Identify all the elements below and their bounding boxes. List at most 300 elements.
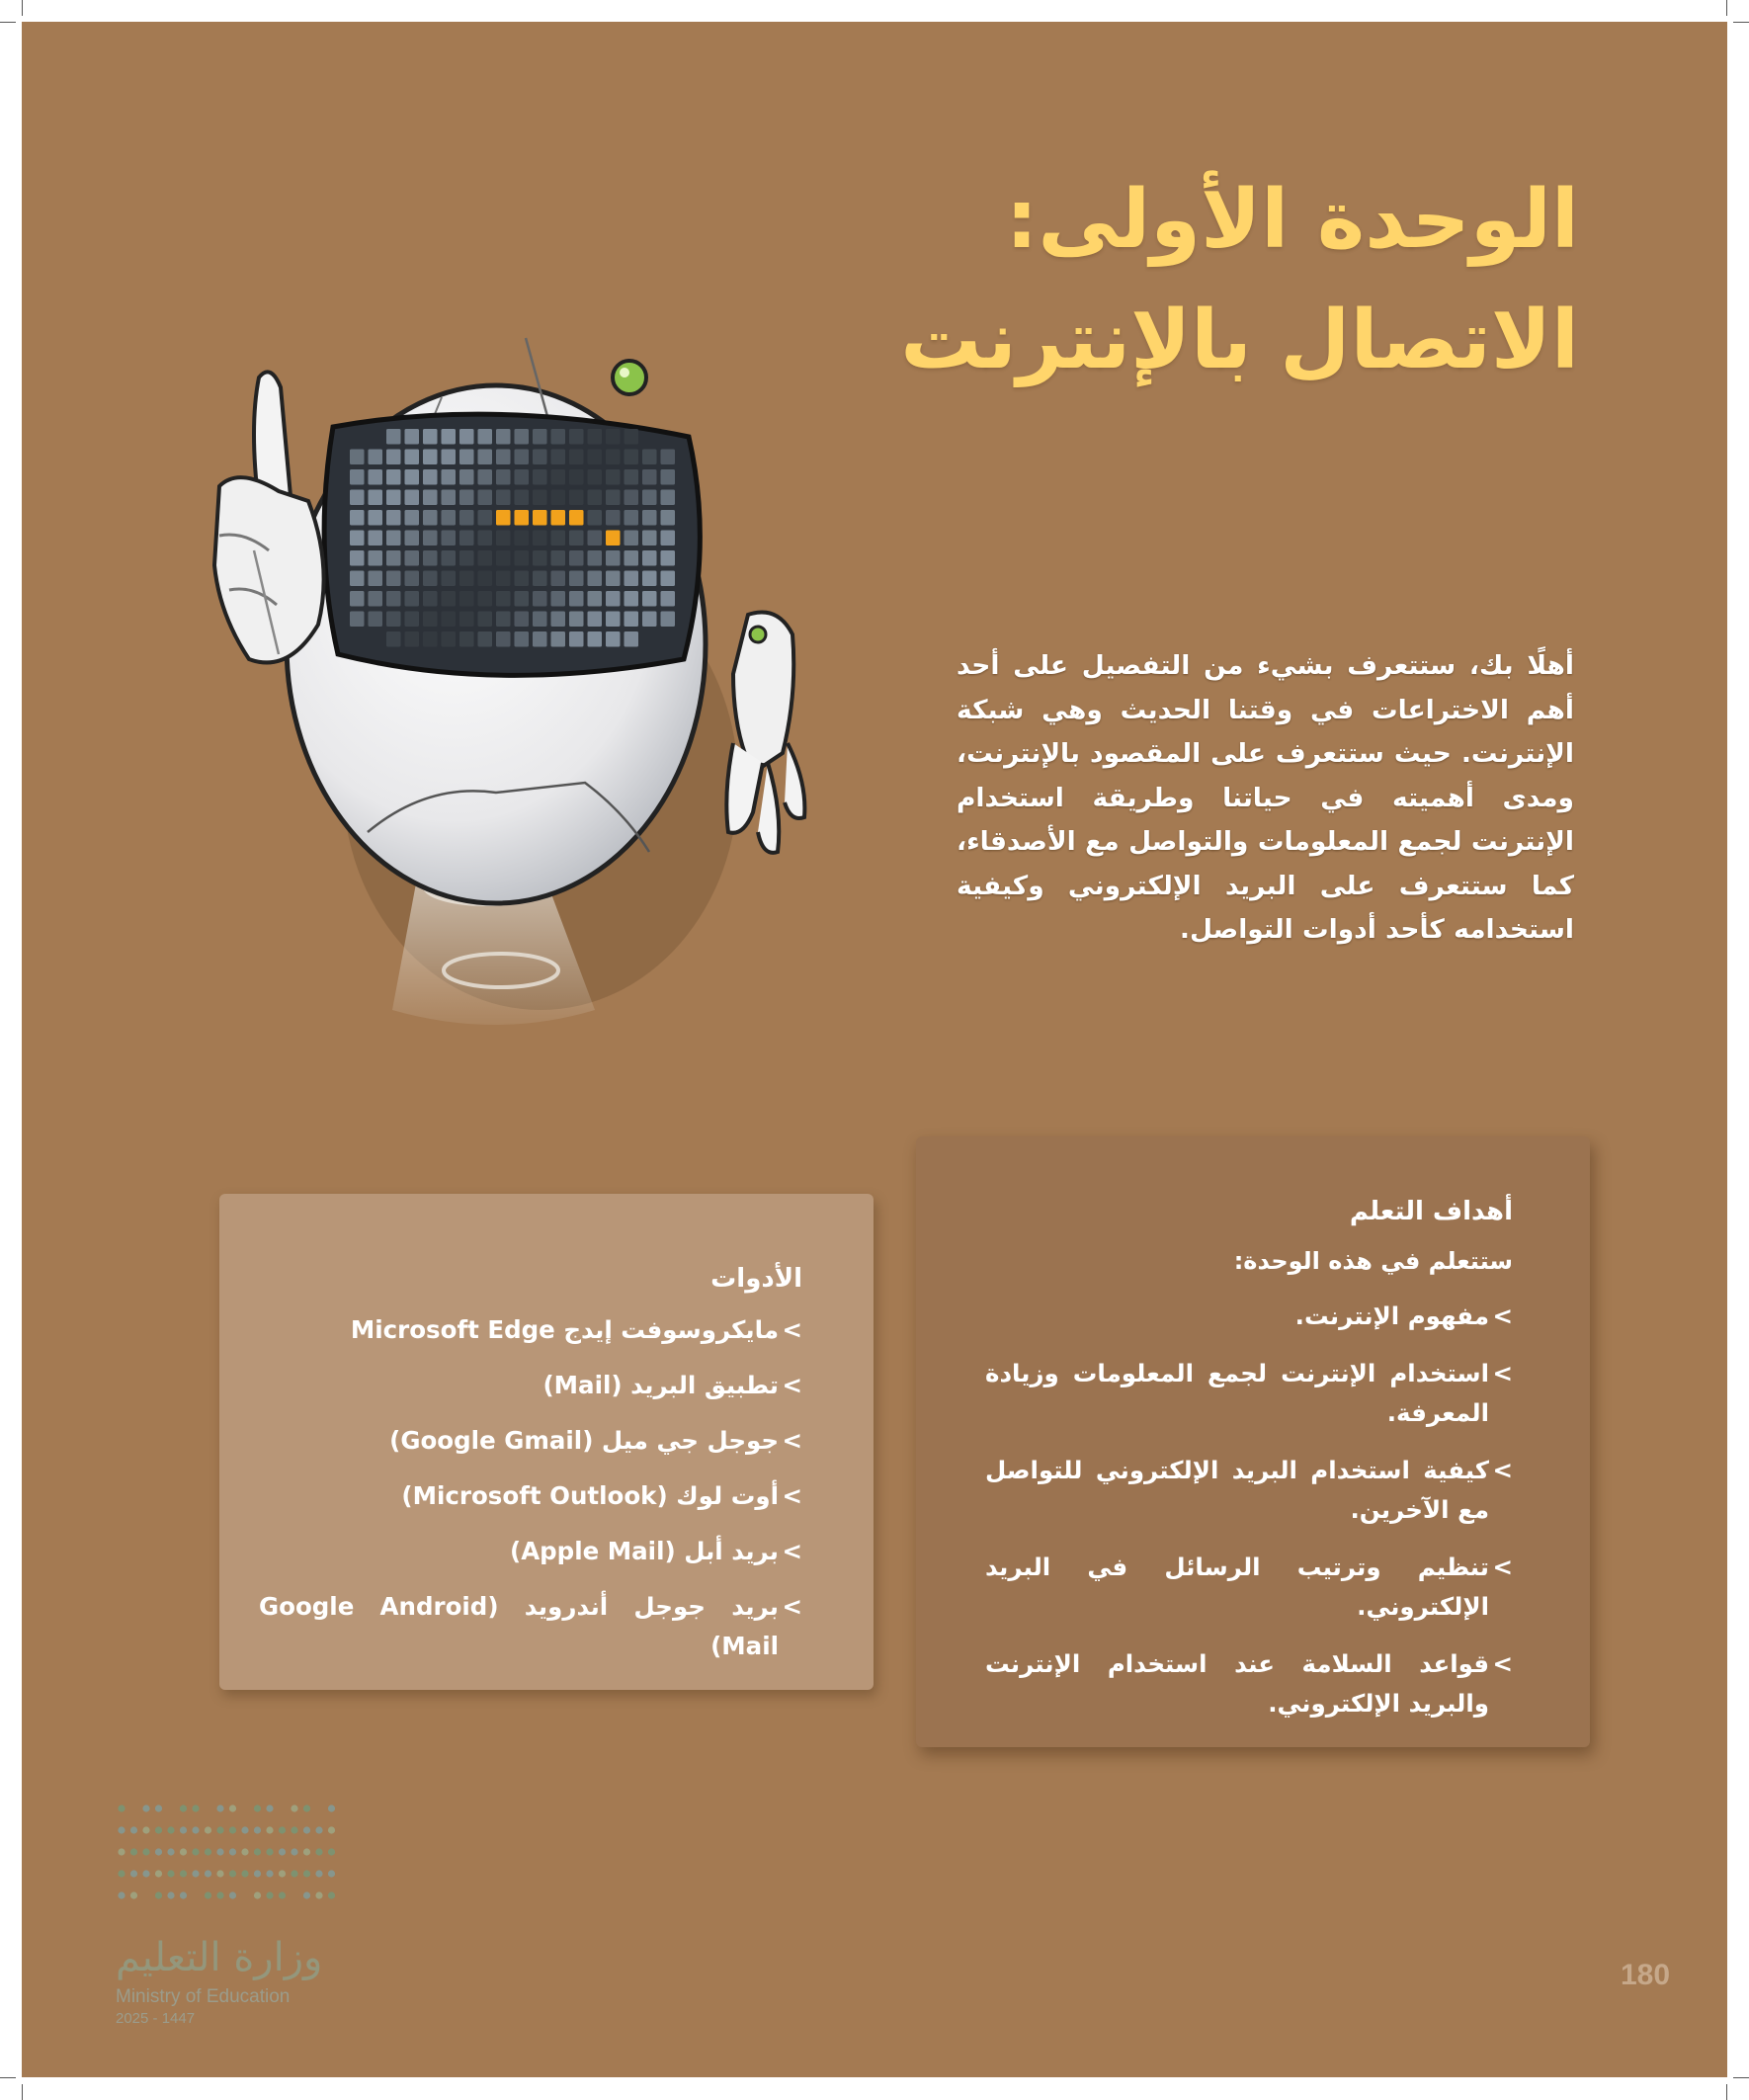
logo-dot xyxy=(192,1870,199,1877)
tools-heading: الأدوات xyxy=(710,1264,802,1294)
logo-dot xyxy=(142,1848,149,1855)
logo-dot xyxy=(192,1848,199,1855)
visor-lit-pixel xyxy=(533,510,547,526)
visor-pixel xyxy=(459,469,474,485)
visor-pixel xyxy=(569,450,584,465)
visor-pixel xyxy=(478,510,493,526)
visor-pixel xyxy=(515,591,530,607)
visor-pixel xyxy=(423,510,438,526)
unit-title-line-1: الوحدة الأولى: xyxy=(1005,173,1579,267)
tools-panel xyxy=(219,1194,874,1690)
logo-dot xyxy=(142,1870,149,1877)
logo-dot xyxy=(315,1848,322,1855)
visor-pixel xyxy=(551,631,566,647)
logo-dot xyxy=(205,1826,211,1833)
visor-pixel xyxy=(442,631,457,647)
goal-text: استخدام الإنترنت لجمع المعلومات وزيادة المعرفة. xyxy=(985,1359,1489,1427)
visor-pixel xyxy=(478,490,493,506)
visor-pixel xyxy=(569,612,584,628)
visor-pixel xyxy=(606,612,621,628)
visor-pixel xyxy=(606,490,621,506)
visor-pixel xyxy=(405,612,420,628)
visor-pixel xyxy=(625,612,639,628)
visor-pixel xyxy=(442,571,457,587)
learning-goals-panel xyxy=(916,1136,1590,1747)
visor-pixel xyxy=(533,450,547,465)
crop-mark xyxy=(0,2077,16,2078)
logo-dot xyxy=(229,1870,236,1877)
visor-pixel xyxy=(459,531,474,546)
list-item xyxy=(985,1451,1513,1530)
visor-pixel xyxy=(515,429,530,445)
visor-pixel xyxy=(515,550,530,566)
goal-text: قواعد السلامة عند استخدام الإنترنت والبريد الإلكتروني. xyxy=(985,1649,1489,1718)
visor-pixel xyxy=(625,571,639,587)
visor-pixel xyxy=(442,450,457,465)
visor-pixel xyxy=(405,571,420,587)
visor-pixel xyxy=(551,469,566,485)
visor-pixel xyxy=(386,531,401,546)
visor-pixel xyxy=(661,531,676,546)
visor-pixel xyxy=(386,429,401,445)
logo-dot xyxy=(130,1826,137,1833)
list-item xyxy=(259,1366,802,1405)
visor-pixel xyxy=(588,531,603,546)
logo-dot xyxy=(118,1891,125,1898)
visor-pixel xyxy=(642,531,657,546)
crop-mark xyxy=(1726,0,1727,16)
bullet-mark: > xyxy=(1492,1302,1513,1330)
visor-pixel xyxy=(350,531,365,546)
goal-text: مفهوم الإنترنت. xyxy=(1294,1302,1489,1330)
visor-lit-pixel xyxy=(606,531,621,546)
logo-name-english: Ministry of Education xyxy=(116,1986,291,2007)
robot-illustration xyxy=(200,318,832,1030)
visor-pixel xyxy=(478,429,493,445)
logo-dot xyxy=(328,1826,335,1833)
crop-mark xyxy=(0,22,16,23)
visor-pixel xyxy=(515,450,530,465)
visor-pixel xyxy=(551,550,566,566)
logo-dot xyxy=(315,1826,322,1833)
logo-dot xyxy=(266,1870,273,1877)
crop-mark xyxy=(1726,2084,1727,2100)
tool-text: جوجل جي ميل (Google Gmail) xyxy=(389,1426,779,1455)
visor-pixel xyxy=(515,631,530,647)
visor-pixel xyxy=(405,531,420,546)
logo-dot xyxy=(279,1848,286,1855)
visor-pixel xyxy=(386,490,401,506)
logo-dot xyxy=(315,1891,322,1898)
list-item xyxy=(985,1354,1513,1433)
visor-pixel xyxy=(661,612,676,628)
logo-dot xyxy=(216,1848,223,1855)
visor-pixel xyxy=(588,510,603,526)
tool-text: بريد جوجل أندرويد (Google Android Mail) xyxy=(259,1592,779,1660)
visor-pixel xyxy=(533,571,547,587)
visor-pixel xyxy=(551,429,566,445)
logo-dot xyxy=(167,1848,174,1855)
visor-pixel xyxy=(478,531,493,546)
visor-pixel xyxy=(405,631,420,647)
learning-goals-list xyxy=(985,1297,1513,1723)
visor-pixel xyxy=(588,450,603,465)
visor-pixel xyxy=(478,469,493,485)
logo-dot xyxy=(254,1826,261,1833)
logo-dot xyxy=(328,1891,335,1898)
logo-dot xyxy=(328,1870,335,1877)
bullet-mark: > xyxy=(782,1481,802,1510)
logo-dot xyxy=(118,1805,125,1811)
tools-list xyxy=(259,1310,802,1666)
visor-pixel xyxy=(625,429,639,445)
logo-dot xyxy=(216,1826,223,1833)
logo-dot xyxy=(229,1805,236,1811)
visor-pixel xyxy=(478,450,493,465)
visor-pixel xyxy=(569,631,584,647)
visor-pixel xyxy=(533,550,547,566)
visor-pixel xyxy=(369,531,383,546)
visor-pixel xyxy=(423,571,438,587)
list-item xyxy=(259,1476,802,1516)
logo-dot xyxy=(229,1826,236,1833)
visor-pixel xyxy=(606,571,621,587)
visor-pixel xyxy=(496,550,511,566)
visor-pixel xyxy=(423,469,438,485)
visor-pixel xyxy=(423,450,438,465)
logo-dot xyxy=(303,1848,310,1855)
tool-text: أوت لوك (Microsoft Outlook) xyxy=(401,1481,779,1510)
visor-pixel xyxy=(625,490,639,506)
logo-dot xyxy=(216,1805,223,1811)
intro-paragraph: أهلًا بك، ستتعرف بشيء من التفصيل على أحد أهم الاختراعات في وقتنا الحديث وهي شبكة الإنترنت. حيث ستتعرف على المقصود بالإنترنت، ومدى أهميته في حياتنا وطريقة استخدام الإنترنت لجمع المعلومات والتواصل مع الأصدقاء، كما ستتعرف على البريد الإلكتروني وكيفية استخدامه كأحد أدوات التواصل. xyxy=(957,650,1574,945)
visor-pixel xyxy=(459,510,474,526)
visor-pixel xyxy=(569,550,584,566)
visor-pixel xyxy=(642,450,657,465)
visor-pixel xyxy=(386,469,401,485)
visor-pixel xyxy=(459,631,474,647)
tool-text: بريد أبل (Apple Mail) xyxy=(509,1537,779,1565)
list-item xyxy=(985,1644,1513,1723)
list-item xyxy=(985,1548,1513,1627)
visor-pixel xyxy=(606,591,621,607)
logo-dot xyxy=(291,1826,297,1833)
visor-pixel xyxy=(515,469,530,485)
visor-pixel xyxy=(386,510,401,526)
visor-pixel xyxy=(551,612,566,628)
visor-pixel xyxy=(569,591,584,607)
visor-pixel xyxy=(625,469,639,485)
logo-dot xyxy=(241,1870,248,1877)
textbook-page xyxy=(22,22,1727,2077)
visor-pixel xyxy=(459,450,474,465)
list-item xyxy=(259,1532,802,1571)
page-number: 180 xyxy=(1621,1959,1671,1991)
visor-pixel xyxy=(442,429,457,445)
logo-years: 2025 - 1447 xyxy=(116,2010,196,2027)
sensor-light xyxy=(613,361,646,394)
logo-dot xyxy=(118,1870,125,1877)
visor-pixel xyxy=(588,429,603,445)
visor-pixel xyxy=(606,631,621,647)
visor-pixel xyxy=(661,469,676,485)
visor-pixel xyxy=(478,550,493,566)
logo-dot xyxy=(328,1848,335,1855)
visor-pixel xyxy=(496,571,511,587)
visor-pixel xyxy=(478,612,493,628)
visor-pixel xyxy=(386,591,401,607)
visor-pixel xyxy=(386,550,401,566)
logo-dot xyxy=(266,1891,273,1898)
list-item xyxy=(259,1310,802,1350)
visor-pixel xyxy=(405,550,420,566)
visor-pixel xyxy=(496,591,511,607)
visor-pixel xyxy=(442,490,457,506)
bullet-mark: > xyxy=(1492,1649,1513,1678)
logo-dot xyxy=(291,1848,297,1855)
visor-pixel xyxy=(405,591,420,607)
visor-pixel xyxy=(442,531,457,546)
visor-pixel xyxy=(569,571,584,587)
logo-dot xyxy=(303,1870,310,1877)
robot-right-arm xyxy=(726,613,804,853)
logo-dot xyxy=(266,1848,273,1855)
crop-mark xyxy=(1733,2077,1749,2078)
logo-dot xyxy=(180,1848,187,1855)
visor-pixel xyxy=(642,469,657,485)
visor-pixel xyxy=(569,469,584,485)
ministry-of-education-logo xyxy=(116,1797,343,2029)
visor-lit-pixel xyxy=(496,510,511,526)
logo-dot xyxy=(155,1870,162,1877)
visor-pixel xyxy=(515,531,530,546)
visor-pixel xyxy=(350,490,365,506)
visor-pixel xyxy=(625,510,639,526)
visor-pixel xyxy=(350,571,365,587)
logo-dot xyxy=(279,1891,286,1898)
logo-dot xyxy=(180,1891,187,1898)
bullet-mark: > xyxy=(782,1426,802,1455)
goal-text: تنظيم وترتيب الرسائل في البريد الإلكتروني. xyxy=(985,1553,1489,1621)
logo-dot xyxy=(118,1826,125,1833)
logo-dot xyxy=(266,1826,273,1833)
visor-pixel xyxy=(588,631,603,647)
visor-pixel xyxy=(459,571,474,587)
list-item xyxy=(259,1587,802,1666)
visor-pixel xyxy=(533,612,547,628)
tool-text: تطبيق البريد (Mail) xyxy=(542,1371,779,1399)
logo-dot xyxy=(229,1848,236,1855)
visor-pixel xyxy=(606,550,621,566)
visor-pixel xyxy=(606,510,621,526)
visor-pixel xyxy=(405,429,420,445)
visor-pixel xyxy=(588,490,603,506)
bullet-mark: > xyxy=(1492,1553,1513,1581)
visor-pixel xyxy=(625,531,639,546)
visor-pixel xyxy=(625,450,639,465)
list-item xyxy=(985,1297,1513,1336)
visor-pixel xyxy=(588,571,603,587)
visor-pixel xyxy=(442,612,457,628)
unit-title-line-2: الاتصال بالإنترنت xyxy=(900,294,1579,387)
logo-dot xyxy=(142,1826,149,1833)
visor-pixel xyxy=(386,571,401,587)
visor-pixel xyxy=(533,591,547,607)
visor-pixel xyxy=(515,490,530,506)
visor-lit-pixel xyxy=(515,510,530,526)
visor-pixel xyxy=(459,591,474,607)
visor-pixel xyxy=(369,469,383,485)
logo-dot xyxy=(155,1891,162,1898)
visor-pixel xyxy=(386,450,401,465)
visor-pixel xyxy=(625,631,639,647)
visor-pixel xyxy=(423,591,438,607)
visor-pixel xyxy=(350,550,365,566)
visor-pixel xyxy=(496,429,511,445)
visor-pixel xyxy=(369,490,383,506)
visor-pixel xyxy=(442,469,457,485)
visor-pixel xyxy=(496,490,511,506)
sensor-highlight xyxy=(620,368,629,378)
visor-pixel xyxy=(515,571,530,587)
visor-pixel xyxy=(369,591,383,607)
visor-pixel xyxy=(496,531,511,546)
visor-pixel xyxy=(405,450,420,465)
logo-dot xyxy=(241,1848,248,1855)
visor-lit-pixel xyxy=(551,510,566,526)
bullet-mark: > xyxy=(782,1537,802,1565)
logo-dot xyxy=(205,1891,211,1898)
visor-pixel xyxy=(478,571,493,587)
robot-left-arm xyxy=(214,372,324,662)
visor-pixel xyxy=(551,450,566,465)
visor-pixel xyxy=(661,571,676,587)
visor-pixel xyxy=(369,612,383,628)
crop-mark xyxy=(1733,22,1749,23)
visor-pixel xyxy=(588,591,603,607)
logo-dot xyxy=(142,1805,149,1811)
visor-pixel xyxy=(551,591,566,607)
logo-dot xyxy=(279,1870,286,1877)
logo-dot xyxy=(303,1891,310,1898)
logo-dot xyxy=(241,1826,248,1833)
visor-pixel xyxy=(533,469,547,485)
visor-pixel xyxy=(533,490,547,506)
visor-pixel xyxy=(423,550,438,566)
visor-pixel xyxy=(551,531,566,546)
logo-dot xyxy=(216,1870,223,1877)
visor-pixel xyxy=(625,591,639,607)
visor-pixel xyxy=(588,469,603,485)
visor-pixel xyxy=(442,591,457,607)
visor-pixel xyxy=(496,469,511,485)
bullet-mark: > xyxy=(782,1371,802,1399)
bullet-mark: > xyxy=(1492,1359,1513,1387)
visor-pixel xyxy=(606,469,621,485)
logo-dot xyxy=(291,1870,297,1877)
visor-pixel xyxy=(478,631,493,647)
visor-pixel xyxy=(588,550,603,566)
goal-text: كيفية استخدام البريد الإلكتروني للتواصل مع الآخرين. xyxy=(985,1456,1489,1524)
logo-dot xyxy=(205,1848,211,1855)
visor-pixel xyxy=(369,550,383,566)
logo-dot xyxy=(180,1870,187,1877)
learning-goals-heading: أهداف التعلم xyxy=(1349,1197,1513,1226)
visor-pixel xyxy=(661,510,676,526)
visor-pixel xyxy=(569,490,584,506)
visor-pixel xyxy=(350,591,365,607)
learning-goals-subheading: ستتعلم في هذه الوحدة: xyxy=(1233,1247,1513,1275)
visor-pixel xyxy=(496,450,511,465)
bullet-mark: > xyxy=(782,1315,802,1344)
visor-pixel xyxy=(569,429,584,445)
visor-pixel xyxy=(369,510,383,526)
logo-dot xyxy=(303,1826,310,1833)
visor-pixel xyxy=(350,612,365,628)
visor-pixel xyxy=(459,429,474,445)
visor-pixel xyxy=(496,612,511,628)
logo-dot xyxy=(216,1891,223,1898)
logo-dot xyxy=(130,1870,137,1877)
visor-pixel xyxy=(459,490,474,506)
logo-dot xyxy=(303,1805,310,1811)
logo-dot xyxy=(279,1826,286,1833)
visor-pixel xyxy=(642,591,657,607)
crop-mark xyxy=(22,2084,23,2100)
visor-pixel xyxy=(369,571,383,587)
logo-dot xyxy=(155,1848,162,1855)
visor-pixel xyxy=(423,612,438,628)
logo-dot xyxy=(315,1870,322,1877)
visor-pixel xyxy=(533,531,547,546)
logo-dot xyxy=(155,1826,162,1833)
logo-dot-pattern xyxy=(116,1797,343,1925)
logo-dot xyxy=(118,1848,125,1855)
logo-dot xyxy=(266,1805,273,1811)
logo-dot xyxy=(254,1891,261,1898)
visor-pixel xyxy=(350,450,365,465)
logo-dot xyxy=(229,1891,236,1898)
logo-dot xyxy=(291,1805,297,1811)
logo-dot xyxy=(167,1891,174,1898)
visor-pixel xyxy=(661,550,676,566)
visor-pixel xyxy=(551,571,566,587)
visor-pixel xyxy=(661,591,676,607)
visor-pixel xyxy=(551,490,566,506)
logo-dot xyxy=(155,1805,162,1811)
visor-pixel xyxy=(533,631,547,647)
visor-pixel xyxy=(515,612,530,628)
visor-pixel xyxy=(405,469,420,485)
visor-pixel xyxy=(625,550,639,566)
logo-dot xyxy=(180,1805,187,1811)
visor-pixel xyxy=(350,510,365,526)
visor-pixel xyxy=(661,450,676,465)
visor-pixel xyxy=(369,450,383,465)
visor-pixel xyxy=(478,591,493,607)
logo-dot xyxy=(205,1870,211,1877)
visor-pixel xyxy=(642,510,657,526)
logo-dot xyxy=(130,1848,137,1855)
logo-dot xyxy=(254,1848,261,1855)
visor-pixel xyxy=(350,469,365,485)
visor-pixel xyxy=(642,550,657,566)
visor-pixel xyxy=(386,612,401,628)
crop-mark xyxy=(22,0,23,16)
visor-pixel xyxy=(423,429,438,445)
visor-pixel xyxy=(442,510,457,526)
bullet-mark: > xyxy=(782,1592,802,1621)
